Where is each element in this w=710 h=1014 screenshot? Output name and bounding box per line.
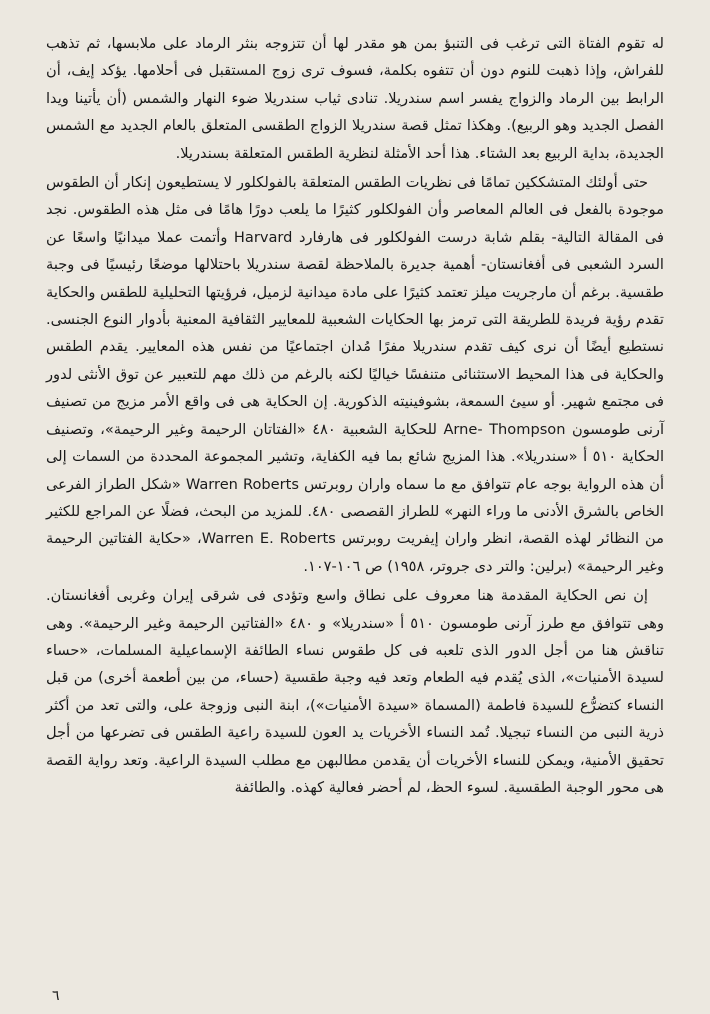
- paragraph-3: إن نص الحكاية المقدمة هنا معروف على نطاق واسع وتؤدى فى شرقى إيران وغربى أفغانستان. وهى تتوافق مع طرز آرنى طومسون ٥١٠ أ «سندريلا» و ٤٨٠ «الفتاتين الرحيمة وغير الرحيمة». وهى تناقش هنا من أجل الدور الذى تلعبه فى كل طقوس نساء الطائفة الإسماعيلية المسلمات، «حساء لسيدة الأمنيات»، الذى يُقدم فيه الطعام وتعد فيه وجبة طقسية (حساء، من بين أطعمة أخرى) من قبل النساء كتضرُّع للسيدة فاطمة (المسماة «سيدة الأمنيات»)، ابنة النبى وزوجة على، والتى تعد من أكثر ذرية النبى من النساء تبجيلا. تُمد النساء الأخريات يد العون للسيدة راعية الطقس فى تضرعها من أجل تحقيق الأمنية، ويمكن للنساء الأخريات أن يقدمن مطالبهن مع مطلب السيدة الراعية. وتعد رواية القصة هى محور الوجبة الطقسية. لسوء الحظ، لم أحضر فعالية كهذه. والطائفة: [46, 587, 665, 796]
- paragraph-1: له تقوم الفتاة التى ترغب فى التنبؤ بمن هو مقدر لها أن تتزوجه بنثر الرماد على ملابسها، ثم تذهب للفراش، وإذا ذهبت للنوم دون أن تتفوه بكلمة، فسوف ترى زوج المستقبل فى أحلامها. يؤكد إيف، أن الرابط بين الرماد والزواج يفسر اسم سندريلا. تنادى ثياب سندريلا ضوء النهار والشمس (أن يأتينا ويدا الفصل الجديد وهو الربيع). وهكذا تمثل قصة سندريلا الزواج الطقسى المتعلق بالعام الجديد مع الشمس الجديدة، بداية الربيع بعد الشتاء. هذا أحد الأمثلة لنظرية الطقس المتعلقة بسندريلا.: [46, 35, 664, 162]
- paragraph-2: حتى أولئك المتشككين تمامًا فى نظريات الطقس المتعلقة بالفولكلور لا يستطيعون إنكار أن الطقوس موجودة بالفعل فى العالم المعاصر وأن الفولكلور كثيرًا ما يلعب دورًا هامًا فى مثل هذه الطقوس. نجد فى المقالة التالية- بقلم شابة درست الفولكلور فى هارفارد Harvard وأتمت عملا ميدانيًا واسعًا عن السرد الشعبى فى أفغانستان- أهمية جديرة بالملاحظة لقصة سندريلا باحتلالها موضعًا رئيسيًا فى وجبة طقسية. برغم أن مارجريت ميلز تعتمد كثيرًا على مادة ميدانية لزميل، فرؤيتها التحليلية للطقس والحكاية تقدم رؤية فريدة للطريقة التى ترمز بها الحكايات الشعبية للمعايير الثقافية المعنية بأدوار النوع الجنسى. نستطيع أيضًا أن نرى كيف تقدم سندريلا مفرًا مُدان اجتماعيًا من نفس هذه المعايير. يقدم الطقس والحكاية فى هذا المحيط الاستثنائى متنفسًا خياليًا لكنه بالرغم من ذلك مهم للتعبير عن توق الأنثى لدور فى مجتمع شهير. أو سيئ السمعة، بشوفينيته الذكورية. إن الحكاية هى فى واقع الأمر مزيج من تصنيف آرنى طومسون Arne- Thompson للحكاية الشعبية ٤٨٠ «الفتاتان الرحيمة وغير الرحيمة»، وتصنيف الحكاية ٥١٠ أ «سندريلا». هذا المزيج شائع بما فيه الكفاية، وتشير المجموعة المحددة من السمات إلى أن هذه الرواية بوجه عام تتوافق مع ما سماه واران روبرتس Warren Roberts «شكل الطراز الفرعى الخاص بالشرق الأدنى ما وراء النهر» للطراز القصصى ٤٨٠. للمزيد من البحث، فضلًا عن المراجع للكثير من النظائر لهذه القصة، انظر واران إيفريت روبرتس Warren E. Roberts، «حكاية الفتاتين الرحيمة وغير الرحيمة» (برلين: والتر دى جروتر، ١٩٥٨) ص ١٠٦-١٠٧.: [46, 174, 665, 575]
- page-number: ٦: [52, 988, 60, 1004]
